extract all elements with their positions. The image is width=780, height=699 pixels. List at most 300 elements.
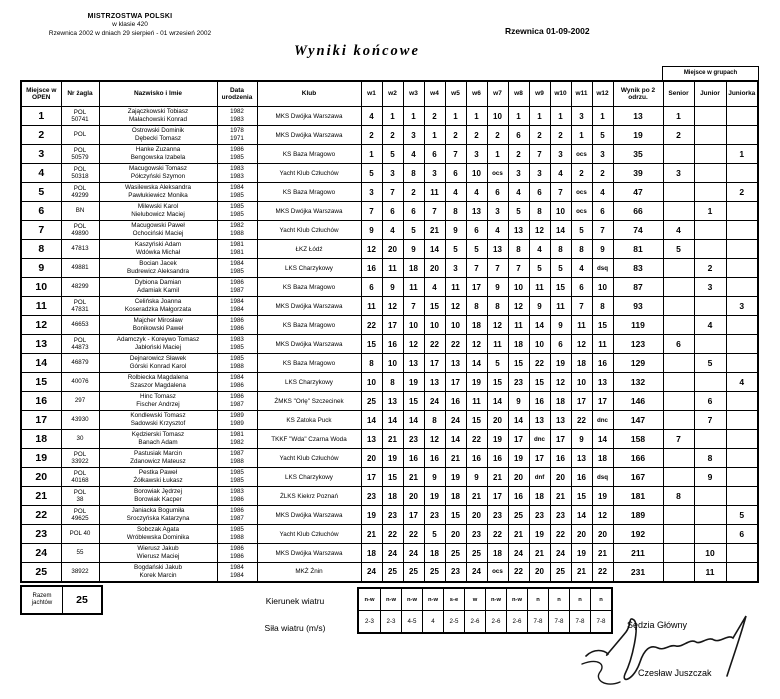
wind-speed-cell: 4	[422, 611, 443, 632]
sail-number-cell: 46879	[61, 354, 99, 373]
race-score-cell: 3	[592, 145, 613, 164]
race-score-cell: 20	[487, 411, 508, 430]
senior-place-cell	[663, 373, 694, 392]
race-score-cell: 5	[445, 240, 466, 259]
senior-place-cell	[663, 259, 694, 278]
sail-number-cell: POL 38	[61, 487, 99, 506]
race-score-cell: 8	[508, 240, 529, 259]
race-score-cell: dsq	[592, 259, 613, 278]
race-score-cell: 20	[529, 563, 550, 582]
race-score-cell: 2	[592, 164, 613, 183]
col-header-race: w7	[487, 81, 508, 107]
race-score-cell: 19	[466, 373, 487, 392]
race-score-cell: 22	[529, 354, 550, 373]
juniorka-place-cell	[726, 240, 758, 259]
race-score-cell: 20	[445, 525, 466, 544]
senior-place-cell: 2	[663, 126, 694, 145]
crew-names-cell: Hanke Zuzanna Bengowska Izabela	[99, 145, 217, 164]
race-score-cell: 22	[382, 525, 403, 544]
race-score-cell: 15	[508, 354, 529, 373]
crew-names-cell: Bocian Jacek Budrewicz Aleksandra	[99, 259, 217, 278]
race-score-cell: 21	[403, 468, 424, 487]
wind-direction-cell: n-w	[364, 596, 375, 603]
senior-place-cell: 8	[663, 487, 694, 506]
race-score-cell: 2	[361, 126, 382, 145]
col-header-race: w11	[571, 81, 592, 107]
col-header-race: w9	[529, 81, 550, 107]
crew-names-cell: Wasilewska Aleksandra Pawłukiewicz Monika	[99, 183, 217, 202]
juniorka-place-cell	[726, 221, 758, 240]
juniorka-place-cell	[726, 107, 758, 126]
col-header-club: Klub	[257, 81, 361, 107]
wind-speed-cell: 2-3	[380, 611, 401, 632]
race-score-cell: 21	[382, 430, 403, 449]
race-score-cell: 13	[403, 354, 424, 373]
race-score-cell: 5	[424, 525, 445, 544]
race-score-cell: 4	[382, 221, 403, 240]
birth-years-cell: 1985 1985	[217, 468, 257, 487]
wind-direction-cell: n-w	[506, 589, 527, 610]
race-score-cell: 19	[487, 430, 508, 449]
race-score-cell: 15	[361, 335, 382, 354]
birth-years-cell: 1986 1986	[217, 316, 257, 335]
race-score-cell: 16	[508, 487, 529, 506]
result-row	[21, 240, 758, 259]
race-score-cell: 7	[487, 259, 508, 278]
birth-years-cell: 1985 1985	[217, 202, 257, 221]
race-score-cell: 13	[382, 392, 403, 411]
race-score-cell: 8	[466, 297, 487, 316]
race-score-cell: 21	[529, 544, 550, 563]
total-points-cell: 167	[613, 468, 663, 487]
race-score-cell: 1	[571, 126, 592, 145]
sail-number-cell: POL 50579	[61, 145, 99, 164]
junior-place-cell	[694, 183, 726, 202]
race-score-cell: dsq	[592, 468, 613, 487]
race-score-cell: 9	[445, 221, 466, 240]
crew-names-cell: Macugowski Paweł Ochociński Maciej	[99, 221, 217, 240]
birth-years-cell: 1985 1988	[217, 354, 257, 373]
race-score-cell: 24	[466, 563, 487, 582]
club-cell: KS Baza Mragowo	[257, 354, 361, 373]
race-score-cell: 12	[508, 297, 529, 316]
birth-years-cell: 1984 1984	[217, 563, 257, 582]
race-score-cell: 3	[529, 164, 550, 183]
race-score-cell: 2	[529, 126, 550, 145]
juniorka-place-cell: 2	[726, 183, 758, 202]
race-score-cell: 10	[508, 278, 529, 297]
place-open-cell: 1	[21, 107, 61, 126]
club-cell: KS Baza Mragowo	[257, 316, 361, 335]
place-open-cell: 2	[21, 126, 61, 145]
race-score-cell: 11	[550, 297, 571, 316]
wind-direction-cell: n	[548, 589, 569, 610]
race-score-cell: 11	[424, 183, 445, 202]
birth-years-cell: 1985 1988	[217, 525, 257, 544]
race-score-cell: 22	[403, 525, 424, 544]
race-score-cell: 16	[487, 449, 508, 468]
race-score-cell: 2	[424, 107, 445, 126]
race-score-cell: 19	[529, 525, 550, 544]
race-score-cell: 4	[445, 183, 466, 202]
col-header-race: w10	[550, 81, 571, 107]
race-score-cell: 4	[529, 240, 550, 259]
total-yachts-value: 25	[76, 594, 88, 606]
senior-place-cell	[663, 392, 694, 411]
total-points-cell: 129	[613, 354, 663, 373]
juniorka-place-cell	[726, 430, 758, 449]
race-score-cell: 22	[424, 335, 445, 354]
race-score-cell: 7	[550, 183, 571, 202]
crew-names-cell: Janiacka Bogumiła Sroczyńska Katarzyna	[99, 506, 217, 525]
race-score-cell: 3	[508, 164, 529, 183]
race-score-cell: 4	[508, 183, 529, 202]
race-score-cell: 4	[466, 183, 487, 202]
race-score-cell: 11	[571, 316, 592, 335]
race-score-cell: 1	[445, 107, 466, 126]
col-header-name: Nazwisko i Imie	[99, 81, 217, 107]
race-score-cell: 14	[445, 430, 466, 449]
result-row	[21, 506, 758, 525]
race-score-cell: 8	[445, 202, 466, 221]
race-score-cell: 8	[529, 202, 550, 221]
chief-judge-label: Sędzia Główny	[627, 620, 688, 630]
birth-years-cell: 1984 1984	[217, 297, 257, 316]
race-score-cell: 8	[382, 373, 403, 392]
place-open-cell: 25	[21, 563, 61, 582]
race-score-cell: 1	[403, 107, 424, 126]
race-score-cell: 8	[403, 164, 424, 183]
race-score-cell: 23	[445, 563, 466, 582]
race-score-cell: 6	[361, 278, 382, 297]
junior-place-cell: 11	[694, 563, 726, 582]
junior-place-cell	[694, 145, 726, 164]
birth-years-cell: 1986 1985	[217, 145, 257, 164]
wind-direction-cell: n	[590, 589, 611, 610]
race-score-cell: 23	[382, 506, 403, 525]
club-cell: ŁKZ Łódź	[257, 240, 361, 259]
race-score-cell: 9	[550, 316, 571, 335]
wind-direction-cell: s-e	[443, 589, 464, 610]
total-points-cell: 166	[613, 449, 663, 468]
total-points-cell: 189	[613, 506, 663, 525]
crew-names-cell: Pestka Paweł Żółkawski Łukasz	[99, 468, 217, 487]
result-row	[21, 278, 758, 297]
juniorka-place-cell	[726, 487, 758, 506]
sail-number-cell: 48299	[61, 278, 99, 297]
junior-place-cell: 1	[694, 202, 726, 221]
race-score-cell: 14	[424, 240, 445, 259]
juniorka-place-cell	[726, 335, 758, 354]
result-row	[21, 183, 758, 202]
sail-number-cell: 38922	[61, 563, 99, 582]
junior-place-cell: 2	[694, 259, 726, 278]
col-header-race: w4	[424, 81, 445, 107]
col-header-race: w5	[445, 81, 466, 107]
junior-place-cell	[694, 126, 726, 145]
race-score-cell: 18	[361, 544, 382, 563]
race-score-cell: 6	[382, 202, 403, 221]
place-open-cell: 16	[21, 392, 61, 411]
race-score-cell: 5	[550, 259, 571, 278]
total-points-cell: 66	[613, 202, 663, 221]
wind-speed-cell: 2-3	[365, 618, 374, 625]
junior-place-cell	[694, 335, 726, 354]
race-score-cell: 9	[382, 278, 403, 297]
race-score-cell: 21	[466, 487, 487, 506]
birth-years-cell: 1984 1985	[217, 183, 257, 202]
club-cell: Yacht Klub Człuchów	[257, 221, 361, 240]
group-places-header: Miejsce w grupach	[662, 66, 759, 80]
race-score-cell: 20	[550, 468, 571, 487]
place-open-cell: 19	[21, 449, 61, 468]
race-score-cell: 18	[487, 544, 508, 563]
race-score-cell: 10	[571, 373, 592, 392]
race-score-cell: 14	[508, 411, 529, 430]
chief-judge-name: Czesław Juszczak	[638, 668, 712, 678]
result-row	[21, 487, 758, 506]
race-score-cell: 22	[361, 316, 382, 335]
sail-number-cell: 55	[61, 544, 99, 563]
race-score-cell: 2	[445, 126, 466, 145]
total-points-cell: 47	[613, 183, 663, 202]
wind-direction-label: Kierunek wiatru	[265, 596, 325, 606]
race-score-cell: 21	[571, 563, 592, 582]
juniorka-place-cell	[726, 278, 758, 297]
birth-years-cell: 1986 1986	[217, 544, 257, 563]
result-row	[21, 107, 758, 126]
birth-years-cell: 1984 1986	[217, 373, 257, 392]
race-score-cell: 15	[529, 373, 550, 392]
juniorka-place-cell: 1	[726, 145, 758, 164]
result-row	[21, 164, 758, 183]
race-score-cell: 9	[592, 240, 613, 259]
race-score-cell: ocs	[571, 202, 592, 221]
race-score-cell: 24	[508, 544, 529, 563]
result-row	[21, 259, 758, 278]
col-header-race: w12	[592, 81, 613, 107]
race-score-cell: 8	[361, 354, 382, 373]
race-score-cell: 5	[382, 145, 403, 164]
race-score-cell: 14	[466, 354, 487, 373]
crew-names-cell: Dejnarowicz Sławek Górski Konrad Karol	[99, 354, 217, 373]
result-row	[21, 468, 758, 487]
race-score-cell: 8	[550, 240, 571, 259]
col-header-sail: Nr żagla	[61, 81, 99, 107]
place-open-cell: 20	[21, 468, 61, 487]
wind-speed-cell: 7-8	[590, 611, 611, 632]
race-score-cell: 2	[382, 126, 403, 145]
race-score-cell: 12	[382, 297, 403, 316]
race-score-cell: 11	[445, 278, 466, 297]
place-open-cell: 9	[21, 259, 61, 278]
race-score-cell: 21	[487, 468, 508, 487]
senior-place-cell	[663, 297, 694, 316]
birth-years-cell: 1986 1987	[217, 278, 257, 297]
juniorka-place-cell	[726, 164, 758, 183]
senior-place-cell	[663, 544, 694, 563]
race-score-cell: 12	[550, 373, 571, 392]
race-score-cell: 4	[403, 145, 424, 164]
race-score-cell: 16	[424, 449, 445, 468]
race-score-cell: 16	[361, 259, 382, 278]
race-score-cell: 5	[403, 221, 424, 240]
total-points-cell: 93	[613, 297, 663, 316]
junior-place-cell: 7	[694, 411, 726, 430]
club-cell: LKS Charzykowy	[257, 259, 361, 278]
sail-number-cell: 43930	[61, 411, 99, 430]
race-score-cell: 7	[382, 183, 403, 202]
race-score-cell: 10	[424, 316, 445, 335]
race-score-cell: 2	[403, 183, 424, 202]
race-score-cell: 15	[424, 297, 445, 316]
junior-place-cell: 10	[694, 544, 726, 563]
place-open-cell: 6	[21, 202, 61, 221]
race-score-cell: 19	[571, 544, 592, 563]
race-score-cell: 14	[361, 411, 382, 430]
crew-names-cell: Macugowski Tomasz Półczyński Szymon	[99, 164, 217, 183]
race-score-cell: 4	[424, 278, 445, 297]
race-score-cell: ocs	[571, 145, 592, 164]
race-score-cell: 17	[361, 468, 382, 487]
race-score-cell: 10	[466, 164, 487, 183]
birth-years-cell: 1983 1985	[217, 335, 257, 354]
race-score-cell: 6	[529, 183, 550, 202]
race-score-cell: 17	[592, 392, 613, 411]
race-score-cell: 18	[403, 259, 424, 278]
race-score-cell: 17	[529, 449, 550, 468]
crew-names-cell: Adamczyk - Koreywo Tomasz Jabłoński Maciej	[99, 335, 217, 354]
race-score-cell: 20	[508, 468, 529, 487]
sail-number-cell: 297	[61, 392, 99, 411]
junior-place-cell: 9	[694, 468, 726, 487]
race-score-cell: 1	[550, 107, 571, 126]
race-score-cell: 10	[403, 316, 424, 335]
race-score-cell: 7	[571, 297, 592, 316]
race-score-cell: 16	[592, 354, 613, 373]
juniorka-place-cell: 6	[726, 525, 758, 544]
race-score-cell: 7	[403, 297, 424, 316]
col-header-race: w3	[403, 81, 424, 107]
race-score-cell: 7	[424, 202, 445, 221]
col-header-birth: Data urodzenia	[217, 81, 257, 107]
senior-place-cell: 3	[663, 164, 694, 183]
wind-speed-cell: 7-8	[527, 611, 548, 632]
competition-title: MISTRZOSTWA POLSKI	[87, 13, 173, 20]
race-score-cell: 5	[529, 259, 550, 278]
club-cell: MKS Dwójka Warszawa	[257, 126, 361, 145]
race-score-cell: 24	[361, 563, 382, 582]
wind-speed-cell: 2-6	[506, 611, 527, 632]
col-header-result: Wynik po 2 odrzu.	[613, 81, 663, 107]
race-score-cell: 17	[550, 430, 571, 449]
junior-place-cell	[694, 373, 726, 392]
race-score-cell: 22	[508, 563, 529, 582]
sail-number-cell: POL 49890	[61, 221, 99, 240]
race-score-cell: 17	[508, 430, 529, 449]
crew-names-cell: Celińska Joanna Koseradzka Małgorzata	[99, 297, 217, 316]
junior-place-cell	[694, 430, 726, 449]
race-score-cell: 12	[403, 335, 424, 354]
race-score-cell: 6	[466, 221, 487, 240]
race-score-cell: 17	[466, 278, 487, 297]
result-row	[21, 525, 758, 544]
race-score-cell: 17	[487, 487, 508, 506]
race-score-cell: 12	[445, 297, 466, 316]
race-score-cell: 3	[550, 145, 571, 164]
race-score-cell: 8	[487, 297, 508, 316]
wind-speed-cell: 7-8	[569, 611, 590, 632]
race-score-cell: 11	[529, 278, 550, 297]
race-score-cell: 18	[424, 544, 445, 563]
result-row	[21, 145, 758, 164]
race-score-cell: 24	[382, 544, 403, 563]
junior-place-cell	[694, 164, 726, 183]
total-points-cell: 19	[613, 126, 663, 145]
results-table	[20, 80, 759, 583]
race-score-cell: 12	[466, 335, 487, 354]
race-score-cell: 2	[571, 164, 592, 183]
sail-number-cell: POL 40168	[61, 468, 99, 487]
senior-place-cell: 6	[663, 335, 694, 354]
juniorka-place-cell	[726, 544, 758, 563]
col-header-junior: Junior	[694, 81, 726, 107]
club-cell: KS Zatoka Puck	[257, 411, 361, 430]
col-header-senior: Senior	[663, 81, 694, 107]
race-score-cell: 1	[508, 107, 529, 126]
sail-number-cell: POL 50318	[61, 164, 99, 183]
race-score-cell: 19	[424, 487, 445, 506]
birth-years-cell: 1984 1985	[217, 259, 257, 278]
race-score-cell: dnc	[529, 430, 550, 449]
crew-names-cell: Kaszyński Adam Wdówka Michał	[99, 240, 217, 259]
race-score-cell: 1	[361, 145, 382, 164]
race-score-cell: 6	[487, 183, 508, 202]
total-points-cell: 181	[613, 487, 663, 506]
race-score-cell: 9	[424, 468, 445, 487]
senior-place-cell	[663, 525, 694, 544]
race-score-cell: 3	[403, 126, 424, 145]
race-score-cell: 5	[466, 240, 487, 259]
result-row	[21, 373, 758, 392]
race-score-cell: 12	[592, 506, 613, 525]
race-score-cell: 16	[571, 468, 592, 487]
race-score-cell: 17	[571, 392, 592, 411]
senior-place-cell	[663, 278, 694, 297]
race-score-cell: 10	[382, 354, 403, 373]
race-score-cell: 16	[382, 335, 403, 354]
race-score-cell: 16	[403, 449, 424, 468]
juniorka-place-cell	[726, 354, 758, 373]
senior-place-cell	[663, 183, 694, 202]
race-score-cell: 25	[403, 563, 424, 582]
race-score-cell: 7	[592, 221, 613, 240]
result-row	[21, 392, 758, 411]
race-score-cell: 11	[382, 259, 403, 278]
race-score-cell: 24	[424, 392, 445, 411]
race-score-cell: 11	[592, 335, 613, 354]
race-score-cell: 14	[592, 430, 613, 449]
club-cell: LKS Charzykowy	[257, 373, 361, 392]
senior-place-cell	[663, 202, 694, 221]
race-score-cell: 22	[445, 335, 466, 354]
result-row	[21, 297, 758, 316]
birth-years-cell: 1987 1988	[217, 449, 257, 468]
race-score-cell: 20	[382, 240, 403, 259]
crew-names-cell: Sobczak Agata Wróblewska Dominika	[99, 525, 217, 544]
race-score-cell: 9	[529, 297, 550, 316]
race-score-cell: 18	[466, 316, 487, 335]
